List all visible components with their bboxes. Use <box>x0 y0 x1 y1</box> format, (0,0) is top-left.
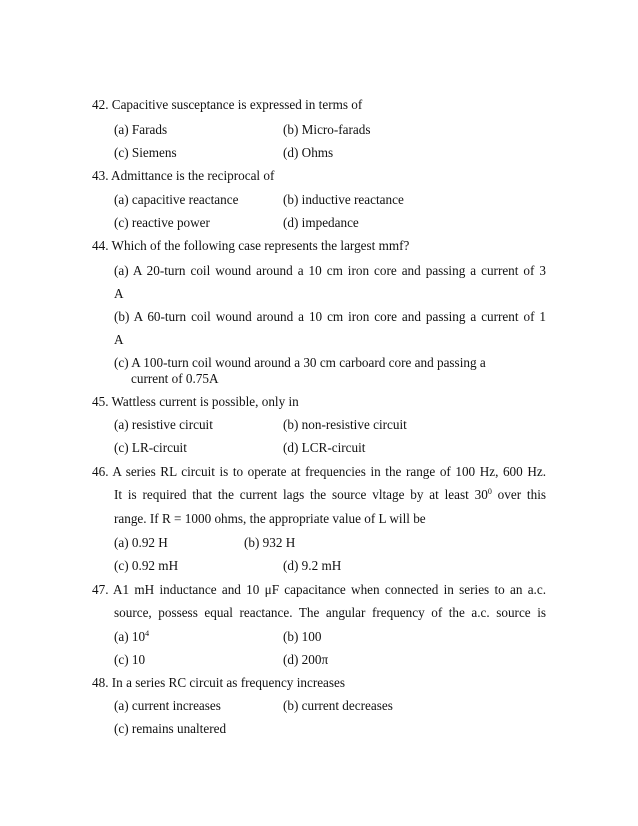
option-b: (b) 100 <box>283 629 322 644</box>
option-c: (c) reactive power <box>114 215 210 230</box>
option-b-line1: (b) A 60-turn coil wound around a 10 cm iron core and passing a current of 1 <box>114 309 546 324</box>
question-stem-line1: 47. A1 mH inductance and 10 μF capacitance when connected in series to an a.c. <box>92 582 546 597</box>
option-c: (c) 10 <box>114 652 146 667</box>
question-stem-line3: range. If R = 1000 ohms, the appropriate value of L will be <box>114 511 426 526</box>
question-stem-line1: 46. A series RL circuit is to operate at frequencies in the range of 100 Hz, 600 Hz. <box>92 464 546 479</box>
option-a-line2: A <box>114 286 124 301</box>
option-a: (a) Farads <box>114 122 168 137</box>
option-a: (a) capacitive reactance <box>114 192 239 207</box>
question-stem: 43. Admittance is the reciprocal of <box>92 168 275 183</box>
option-d: (d) 9.2 mH <box>283 558 342 573</box>
exponent-superscript: 4 <box>145 629 150 638</box>
question-stem: 44. Which of the following case represents the largest mmf? <box>92 238 410 253</box>
question-stem: 48. In a series RC circuit as frequency increases <box>92 675 346 690</box>
option-d: (d) Ohms <box>283 145 334 160</box>
question-stem: 42. Capacitive susceptance is expressed in terms of <box>92 97 363 112</box>
option-c: (c) LR-circuit <box>114 440 187 455</box>
option-b: (b) inductive reactance <box>283 192 404 207</box>
option-a <box>114 629 149 645</box>
option-a: (a) resistive circuit <box>114 417 213 432</box>
stem-text: over this <box>491 487 546 502</box>
option-b: (b) current decreases <box>283 698 393 713</box>
option-b: (b) 932 H <box>244 535 296 550</box>
option-a: (a) current increases <box>114 698 221 713</box>
option-b: (b) Micro-farads <box>283 122 371 137</box>
option-c-line1: (c) A 100-turn coil wound around a 30 cm carboard core and passing a <box>114 355 486 370</box>
option-c: (c) Siemens <box>114 145 177 160</box>
option-d: (d) impedance <box>283 215 359 230</box>
option-d: (d) LCR-circuit <box>283 440 366 455</box>
option-c-line2: current of 0.75A <box>131 371 219 386</box>
option-a-text: (a) 10 <box>114 629 146 644</box>
option-b: (b) non-resistive circuit <box>283 417 407 432</box>
option-c: (c) remains unaltered <box>114 721 227 736</box>
option-b-line2: A <box>114 332 124 347</box>
option-a: (a) 0.92 H <box>114 535 168 550</box>
question-stem-line2: source, possess equal reactance. The angular frequency of the a.c. source is <box>114 605 546 620</box>
option-d: (d) 200π <box>283 652 329 667</box>
stem-text: It is required that the current lags the source vltage by at least 30 <box>114 487 488 502</box>
option-c: (c) 0.92 mH <box>114 558 179 573</box>
question-stem: 45. Wattless current is possible, only in <box>92 394 299 409</box>
question-stem-line2 <box>114 487 546 503</box>
degree-superscript: 0 <box>487 487 492 496</box>
option-a-line1: (a) A 20-turn coil wound around a 10 cm iron core and passing a current of 3 <box>114 263 546 278</box>
